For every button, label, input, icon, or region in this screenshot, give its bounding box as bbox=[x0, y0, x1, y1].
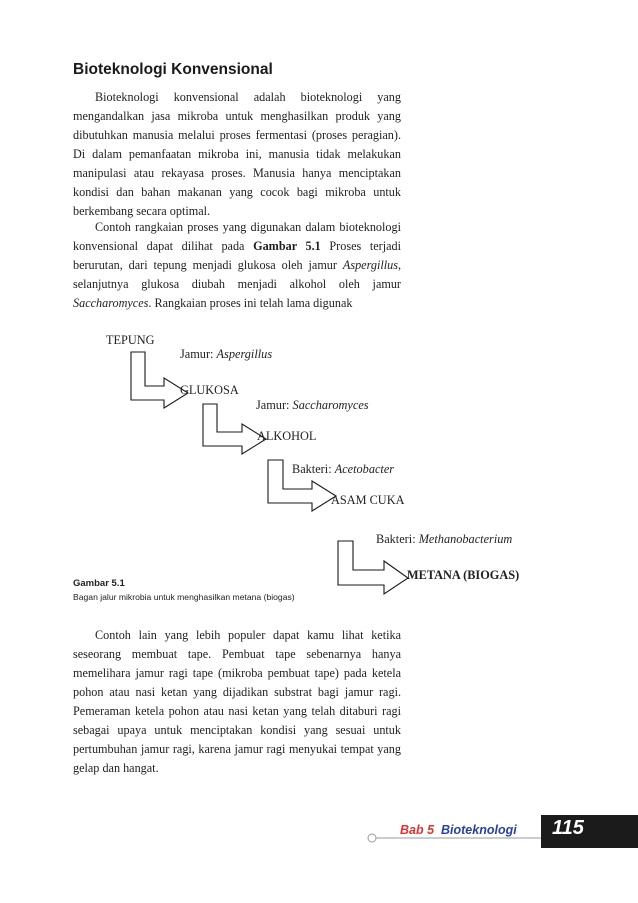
node-metana: METANA (BIOGAS) bbox=[407, 568, 520, 582]
page-number: 115 bbox=[552, 817, 584, 839]
footer-chapter-label bbox=[400, 823, 517, 837]
node-glukosa: GLUKOSA bbox=[180, 383, 239, 397]
footer-topic: Bioteknologi bbox=[441, 823, 517, 837]
agent-methanobacterium-prefix: Bakteri: bbox=[376, 532, 419, 546]
agent-aspergillus-prefix: Jamur: bbox=[180, 347, 217, 361]
section-title: Bioteknologi Konvensional bbox=[73, 61, 273, 78]
agent-methanobacterium-name: Methanobacterium bbox=[418, 532, 513, 546]
node-asam-cuka: ASAM CUKA bbox=[331, 493, 405, 507]
agent-saccharomyces-name: Saccharomyces bbox=[292, 398, 369, 412]
paragraph-process-part3: , selanjutnya glukosa diubah menjadi alkohol oleh jamur bbox=[73, 258, 401, 291]
paragraph-process-part4: . Rangkaian proses ini telah lama digunak bbox=[148, 296, 353, 310]
node-alkohol: ALKOHOL bbox=[257, 429, 317, 443]
paragraph-process-part2: Proses terjadi berurutan, dari tepung menjadi glukosa oleh jamur bbox=[73, 239, 401, 272]
paragraph-process-part1: Contoh rangkaian proses yang digunakan dalam bioteknologi konvensional dapat dilihat pada bbox=[73, 220, 401, 253]
agent-acetobacter-prefix: Bakteri: bbox=[292, 462, 335, 476]
paragraph-tape-text: Contoh lain yang lebih populer dapat kamu lihat ketika seseorang membuat tape. Pembuat tape sebenarnya hanya memelihara jamur ragi tape (mikroba pembuat tape) pada ketela pohon atau nasi ketan yang dijadikan substrat bagi jamur ragi. Pemeraman ketela pohon atau nasi ketan yang telah ditaburi ragi sebagai upaya untuk menciptakan kondisi yang sesuai untuk pertumbuhan jamur ragi, karena jamur ragi menyukai tempat yang gelap dan hangat. bbox=[73, 628, 401, 775]
agent-acetobacter-name: Acetobacter bbox=[334, 462, 395, 476]
footer-chapter: Bab 5 bbox=[400, 823, 435, 837]
figure-caption-text: Bagan jalur mikrobia untuk menghasilkan metana (biogas) bbox=[73, 592, 295, 602]
figure-caption-title: Gambar 5.1 bbox=[73, 578, 125, 589]
agent-saccharomyces-prefix: Jamur: bbox=[256, 398, 293, 412]
agent-aspergillus-name: Aspergillus bbox=[216, 347, 273, 361]
figure-reference: Gambar 5.1 bbox=[253, 239, 321, 253]
paragraph-intro-text: Bioteknologi konvensional adalah bioteknologi yang mengandalkan jasa mikroba untuk menghasilkan produk yang dibutuhkan manusia melalui proses fermentasi (proses peragian). Di dalam pemanfaatan mikroba ini, manusia tidak melakukan manipulasi atau rekayasa proses. Manusia hanya menciptakan kondisi dan bahan makanan yang cocok bagi mikroba untuk berkembang secara optimal. bbox=[73, 90, 401, 218]
organism-aspergillus: Aspergillus bbox=[342, 258, 398, 272]
node-tepung: TEPUNG bbox=[106, 333, 155, 347]
organism-saccharomyces: Saccharomyces bbox=[73, 296, 149, 310]
